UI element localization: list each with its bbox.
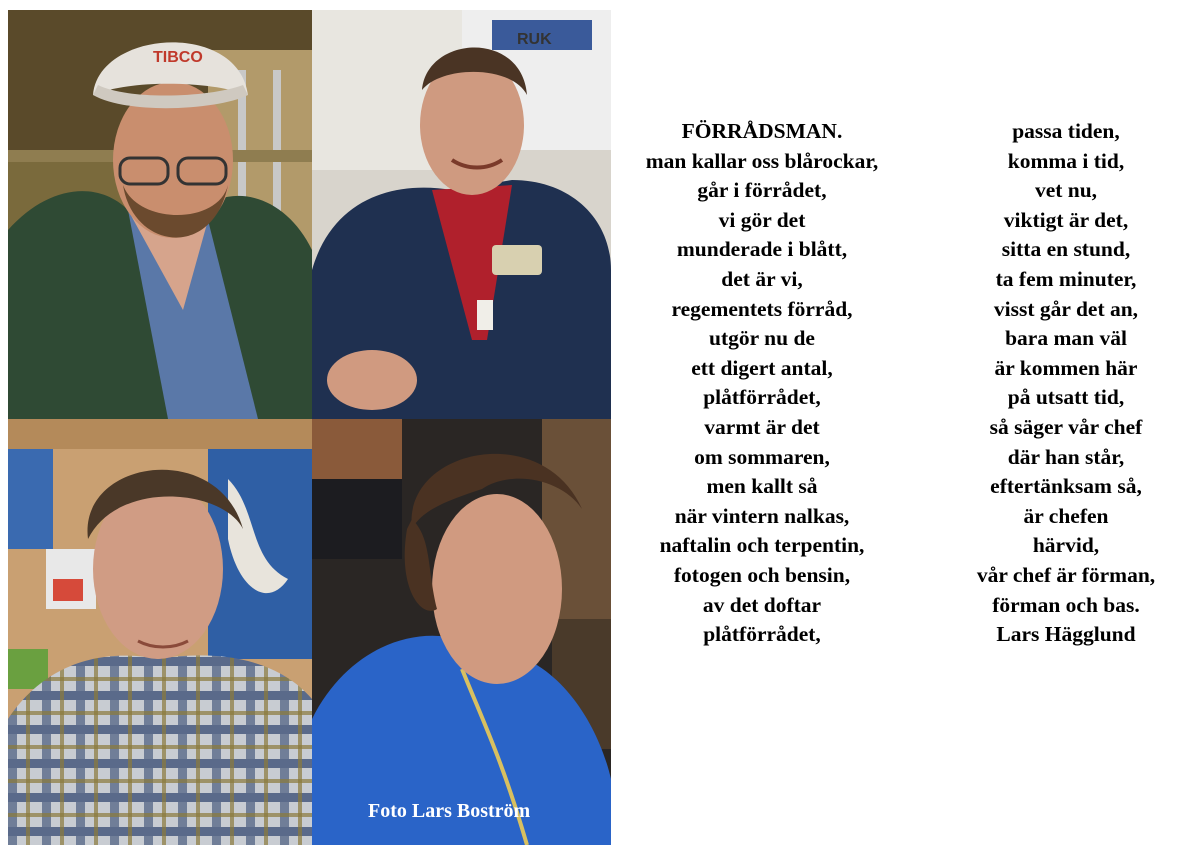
photo-man-with-cap bbox=[8, 10, 312, 419]
poem-column-2 bbox=[930, 117, 1200, 650]
poem-line: det är vi, bbox=[721, 266, 803, 291]
poem-line: visst går det an, bbox=[993, 296, 1139, 321]
poem-line: men kallt så bbox=[706, 474, 818, 499]
poem-line: munderade i blått, bbox=[676, 237, 848, 262]
poem-line: komma i tid, bbox=[1007, 148, 1125, 173]
poem-line: passa tiden, bbox=[1012, 119, 1120, 143]
box-label: RUK bbox=[517, 31, 552, 48]
poem-line: är kommen här bbox=[994, 355, 1138, 380]
poem-line: plåtförrådet, bbox=[703, 385, 821, 410]
poem-line: fotogen och bensin, bbox=[673, 562, 851, 587]
poem-line: förman och bas. bbox=[992, 592, 1140, 617]
photo-man-navy-jacket bbox=[312, 10, 611, 419]
poem-line: regementets förråd, bbox=[671, 296, 853, 321]
poem-line: så säger vår chef bbox=[989, 414, 1143, 439]
poem-line: av det doftar bbox=[702, 592, 822, 617]
poem-line: man kallar oss blårockar, bbox=[645, 148, 879, 173]
photo-man-blue-jacket bbox=[312, 419, 611, 845]
poem-line: bara man väl bbox=[1005, 326, 1127, 351]
poem-line: sitta en stund, bbox=[1001, 237, 1131, 262]
poem-line: är chefen bbox=[1023, 503, 1109, 528]
poem-line: plåtförrådet, bbox=[703, 622, 821, 647]
poem-line: när vintern nalkas, bbox=[674, 503, 850, 528]
poem-line: ett digert antal, bbox=[691, 355, 833, 380]
poem-line: vår chef är förman, bbox=[976, 562, 1156, 587]
poem-line: vet nu, bbox=[1034, 178, 1098, 203]
photo-man-plaid-shirt bbox=[8, 419, 312, 845]
poem-line: härvid, bbox=[1032, 533, 1100, 558]
poem-line: på utsatt tid, bbox=[1007, 385, 1125, 410]
poem-line: där han står, bbox=[1007, 444, 1125, 469]
cap-logo: TIBCO bbox=[153, 49, 203, 66]
poem-line: Lars Hägglund bbox=[996, 622, 1136, 647]
poem-line: vi gör det bbox=[718, 207, 806, 232]
poem-line: går i förrådet, bbox=[697, 178, 827, 203]
poem-column-1 bbox=[612, 117, 912, 650]
poem-line: eftertänksam så, bbox=[990, 474, 1142, 499]
poem-line: utgör nu de bbox=[709, 326, 815, 351]
poem-line: om sommaren, bbox=[694, 444, 830, 469]
poem-line: FÖRRÅDSMAN. bbox=[681, 119, 843, 143]
poem-line: viktigt är det, bbox=[1003, 207, 1129, 232]
photo-credit: Foto Lars Boström bbox=[368, 800, 531, 822]
poem-line: naftalin och terpentin, bbox=[659, 533, 865, 558]
poem-line: varmt är det bbox=[704, 414, 820, 439]
poem-line: ta fem minuter, bbox=[995, 266, 1137, 291]
